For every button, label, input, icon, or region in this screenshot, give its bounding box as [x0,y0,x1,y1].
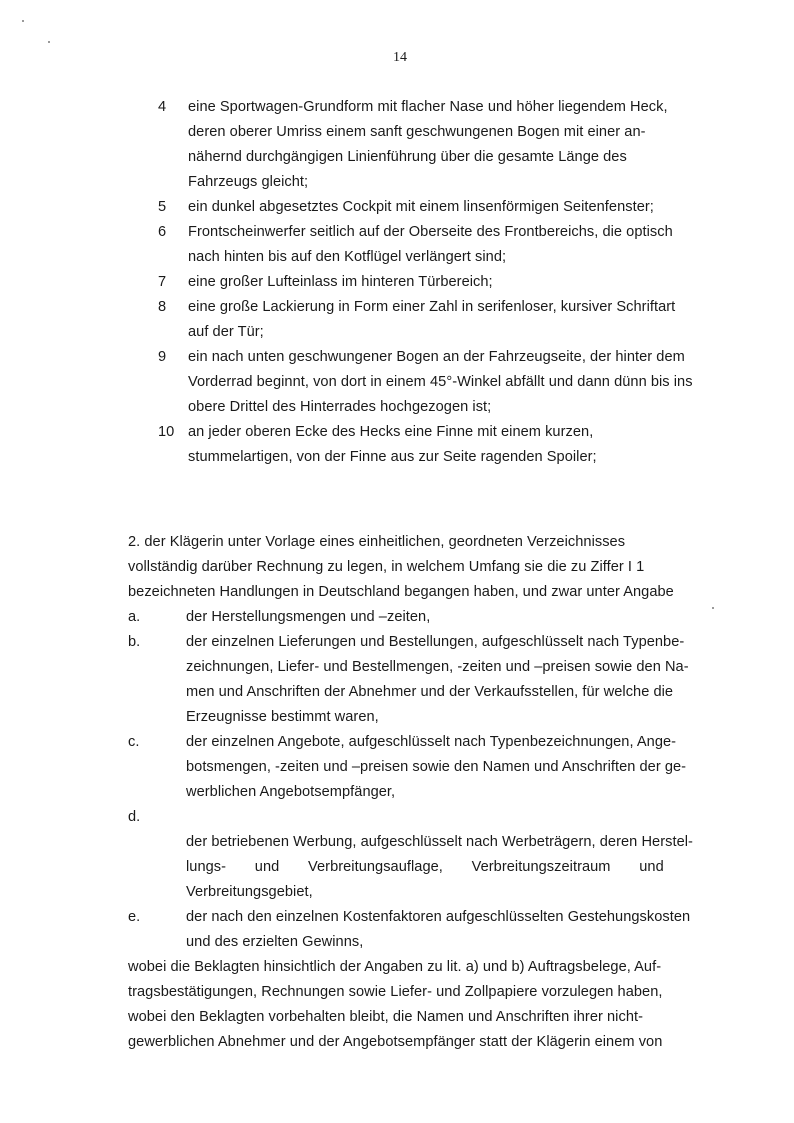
text-line: vollständig darüber Rechnung zu legen, in welchem Umfang sie die zu Ziffer I 1 [128,559,645,575]
text-line: men und Anschriften der Abnehmer und der Verkaufsstellen, für welche die [186,684,674,700]
item-text [186,730,704,805]
item-text [188,345,704,420]
item-number: 7 [158,274,167,290]
text-line: Verbreitungsgebiet, [186,884,313,900]
list-item [158,295,704,345]
list-item [158,420,704,470]
list-item [158,270,704,295]
item-letter: e. [128,909,141,925]
numbered-list [158,95,704,470]
text-line: bezeichneten Handlungen in Deutschland begangen haben, und zwar unter Angabe [128,584,674,600]
item-text [186,805,704,905]
text-line: lungs- und Verbreitungsauflage, Verbreitungszeitraum und [186,859,664,875]
item-text [188,270,704,295]
item-letter: c. [128,734,140,750]
list-item [158,345,704,420]
text-line: deren oberer Umriss einem sanft geschwungenen Bogen mit einer an- [188,124,646,140]
scan-speck [48,41,50,43]
list-item [158,95,704,195]
item-text [188,95,704,195]
item-number: 4 [158,99,167,115]
text-line: Erzeugnisse bestimmt waren, [186,709,379,725]
item-letter: a. [128,609,141,625]
text-line: wobei den Beklagten vorbehalten bleibt, die Namen und Anschriften ihrer nicht- [128,1009,643,1025]
text-line: auf der Tür; [188,324,264,340]
item-text [188,420,704,470]
lettered-item [128,805,704,905]
item-number: 10 [158,424,175,440]
scan-speck [712,607,714,609]
text-line: ein nach unten geschwungener Bogen an der Fahrzeugseite, der hinter dem [188,349,685,365]
list-item [158,195,704,220]
text-line: botsmengen, -zeiten und –preisen sowie den Namen und Anschriften der ge- [186,759,687,775]
item-number: 6 [158,224,167,240]
text-line: der betriebenen Werbung, aufgeschlüsselt nach Werbeträgern, deren Herstel- [186,834,693,850]
text-line: obere Drittel des Hinterrades hochgezogen ist; [188,399,492,415]
text-line: zeichnungen, Liefer- und Bestellmengen, -zeiten und –preisen sowie den Na- [186,659,689,675]
section-2 [128,530,704,1055]
text-line: werblichen Angebotsempfänger, [186,784,396,800]
item-text [188,220,704,270]
item-number: 8 [158,299,167,315]
page-number: 14 [393,50,407,65]
text-line: wobei die Beklagten hinsichtlich der Angaben zu lit. a) und b) Auftragsbelege, Auf- [128,959,662,975]
list-item [158,220,704,270]
text-line: Fahrzeugs gleicht; [188,174,309,190]
section-closing [128,955,704,1055]
text-line: ein dunkel abgesetztes Cockpit mit einem linsenförmigen Seitenfenster; [188,199,654,215]
text-line: nähernd durchgängigen Linienführung über die gesamte Länge des [188,149,627,165]
text-line: gewerblichen Abnehmer und der Angebotsempfänger statt der Klägerin einem von [128,1034,663,1050]
lettered-item [128,605,704,630]
item-number: 9 [158,349,167,365]
item-text [188,295,704,345]
scan-speck [22,20,24,22]
text-line: und des erzielten Gewinns, [186,934,364,950]
text-line: eine Sportwagen-Grundform mit flacher Nase und höher liegendem Heck, [188,99,668,115]
text-line: stummelartigen, von der Finne aus zur Seite ragenden Spoiler; [188,449,597,465]
text-line: an jeder oberen Ecke des Hecks eine Finne mit einem kurzen, [188,424,594,440]
text-line: Frontscheinwerfer seitlich auf der Oberseite des Frontbereichs, die optisch [188,224,673,240]
text-line: Vorderrad beginnt, von dort in einem 45°-Winkel abfällt und dann dünn bis ins [188,374,693,390]
item-letter: d. [128,809,141,825]
lettered-item [128,630,704,730]
item-letter: b. [128,634,141,650]
text-line: 2. der Klägerin unter Vorlage eines einheitlichen, geordneten Verzeichnisses [128,534,626,550]
item-text [188,195,704,220]
text-line: der nach den einzelnen Kostenfaktoren aufgeschlüsselten Gestehungskosten [186,909,691,925]
lettered-item [128,730,704,805]
text-line: der einzelnen Lieferungen und Bestellungen, aufgeschlüsselt nach Typenbe- [186,634,685,650]
text-line: nach hinten bis auf den Kotflügel verlängert sind; [188,249,507,265]
text-line: eine großer Lufteinlass im hinteren Türbereich; [188,274,493,290]
text-line: der Herstellungsmengen und –zeiten, [186,609,431,625]
item-number: 5 [158,199,167,215]
text-line: der einzelnen Angebote, aufgeschlüsselt nach Typenbezeichnungen, Ange- [186,734,677,750]
lettered-item [128,905,704,955]
item-text [186,905,704,955]
item-text [186,630,704,730]
item-text [186,605,704,630]
section-intro [128,530,704,605]
text-line: tragsbestätigungen, Rechnungen sowie Liefer- und Zollpapiere vorzulegen haben, [128,984,663,1000]
text-line: eine große Lackierung in Form einer Zahl in serifenloser, kursiver Schriftart [188,299,676,315]
